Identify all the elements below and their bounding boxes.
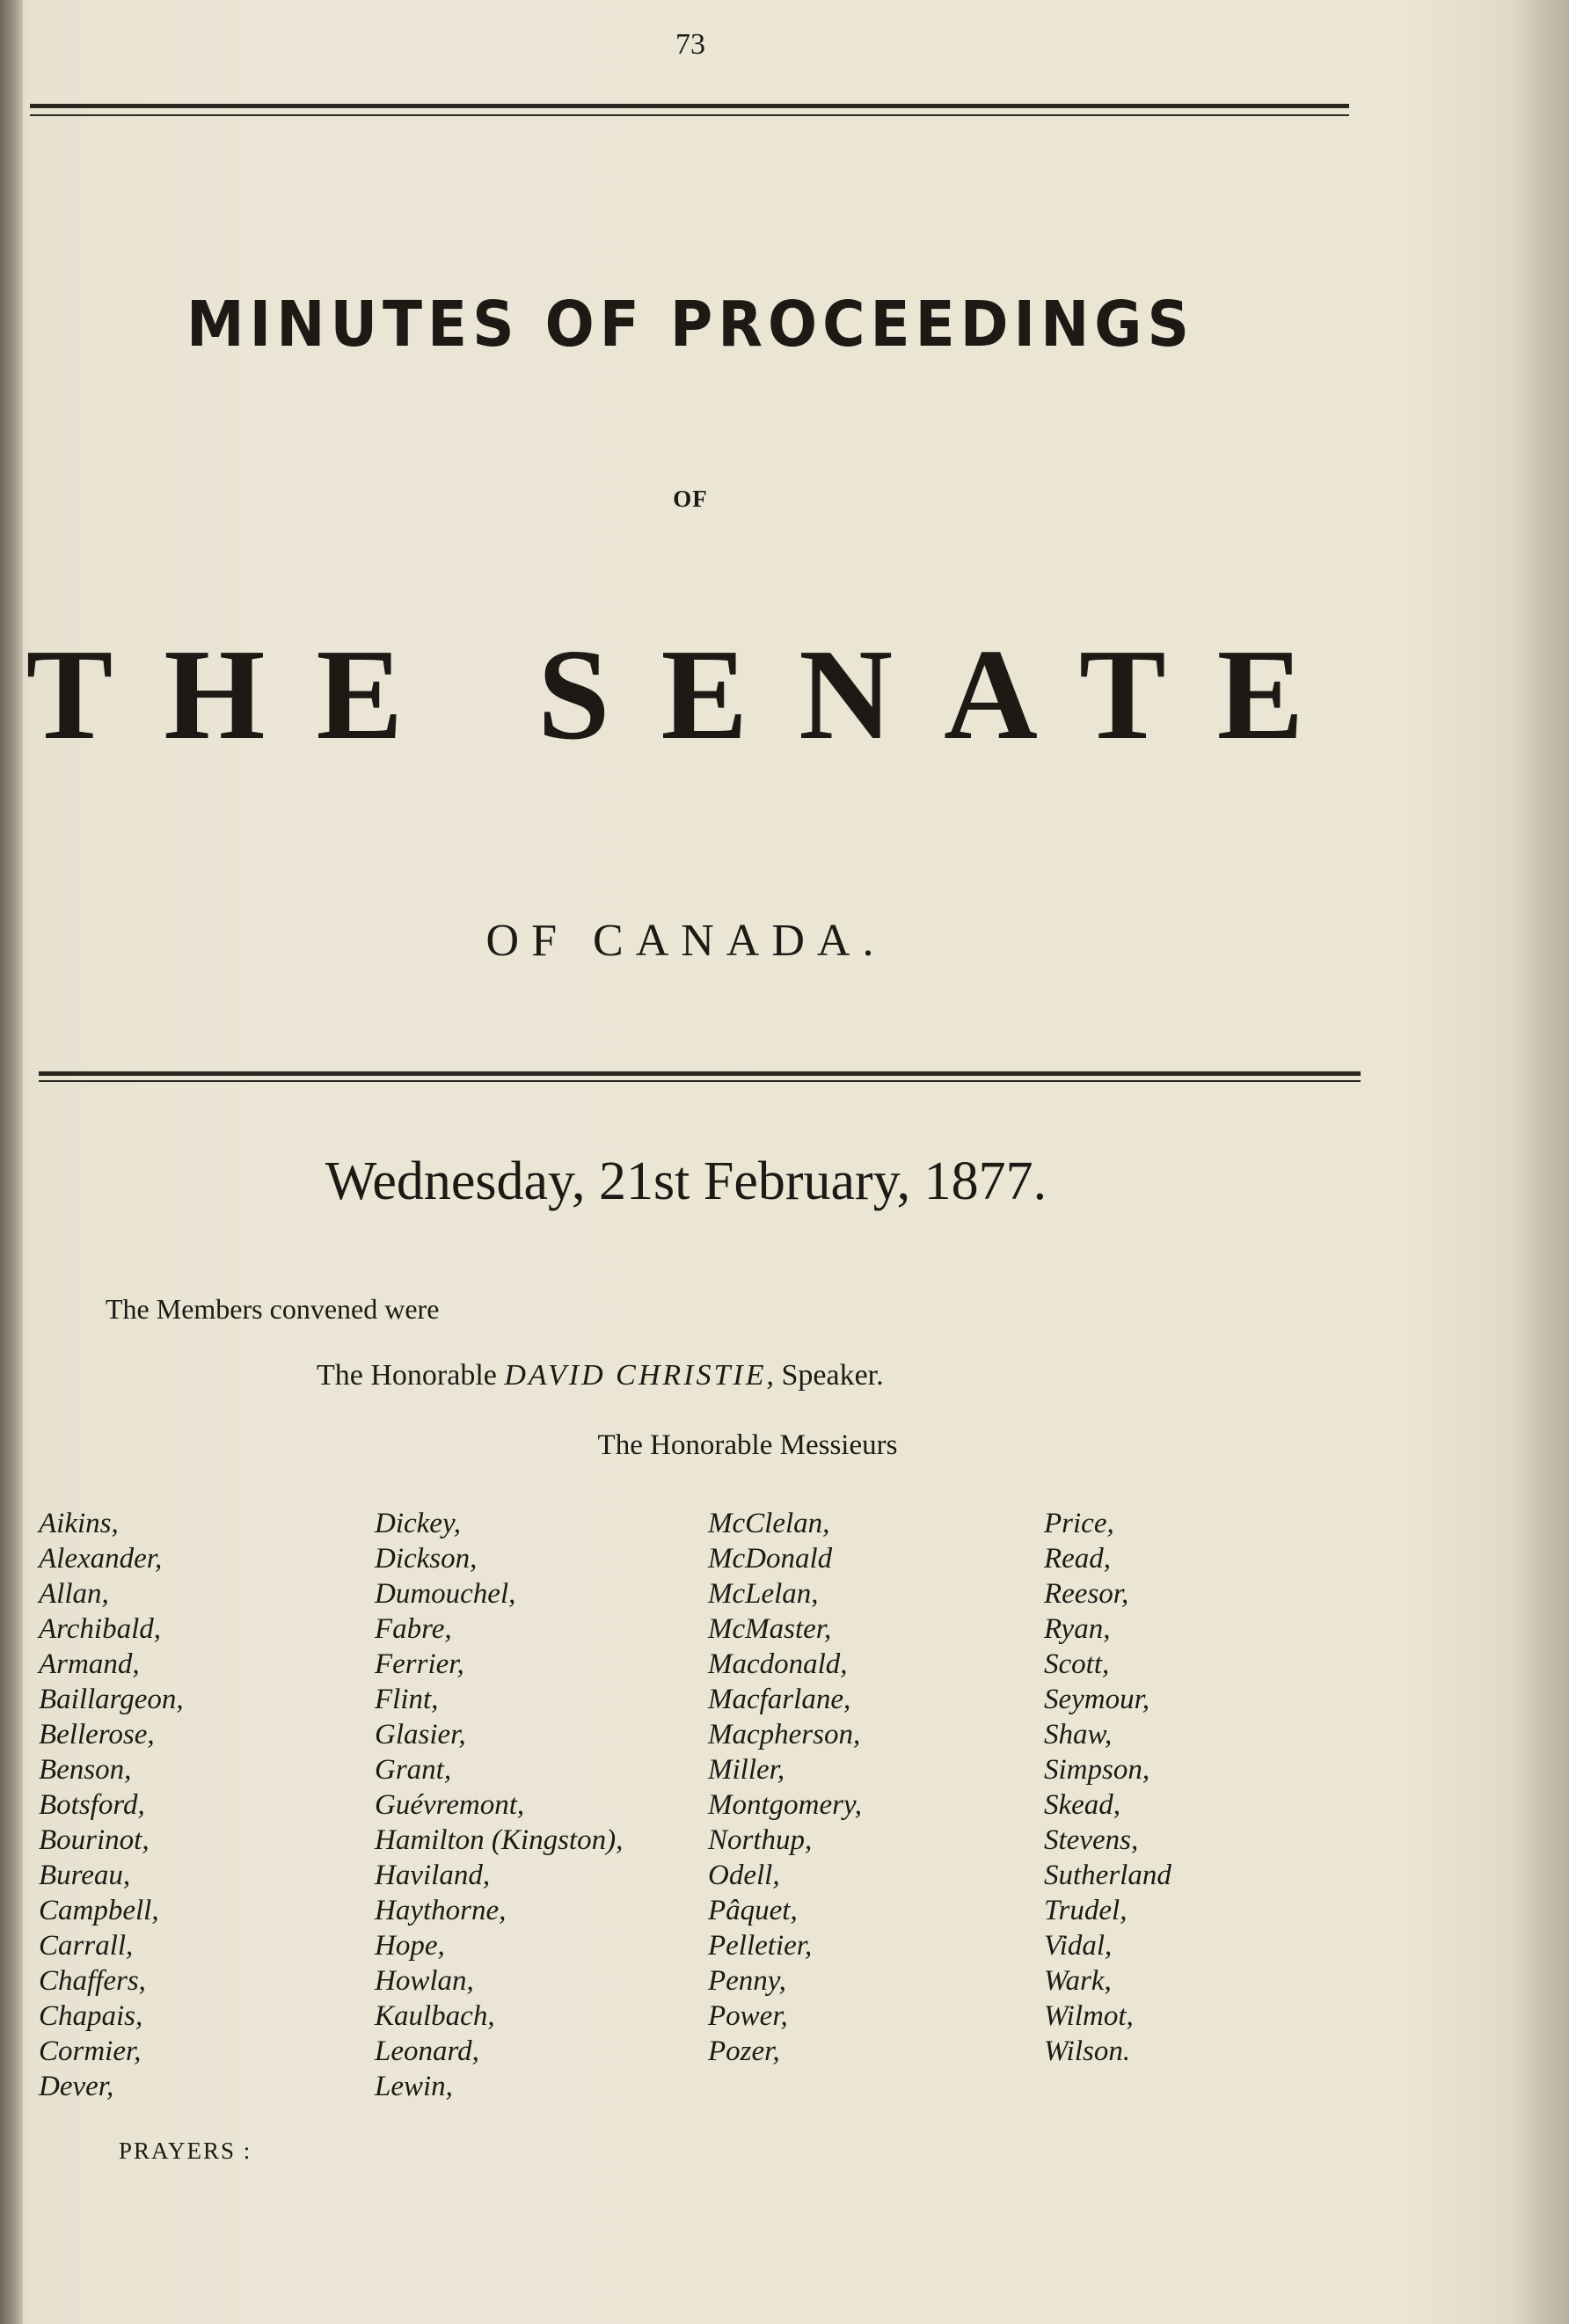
member-name: Sutherland [1044, 1860, 1171, 1891]
member-name: Flint, [375, 1684, 439, 1715]
member-name: Seymour, [1044, 1684, 1150, 1715]
mid-rule-thin [39, 1080, 1361, 1082]
member-name: Vidal, [1044, 1930, 1113, 1962]
title-the-senate: THE SENATE [26, 623, 1355, 767]
member-name: Hope, [375, 1930, 445, 1962]
member-name: Allan, [39, 1578, 109, 1610]
member-name: Carrall, [39, 1930, 134, 1962]
member-name: Northup, [708, 1824, 813, 1856]
title-of-canada: OF CANADA. [485, 916, 887, 966]
member-name: Aikins, [39, 1508, 119, 1539]
members-column-3 [708, 1506, 862, 2069]
member-name: Botsford, [39, 1789, 145, 1821]
mid-rule [39, 1071, 1361, 1076]
title-of: OF [673, 486, 708, 512]
member-name: Kaulbach, [375, 2000, 495, 2032]
member-name: Wilson. [1044, 2035, 1131, 2067]
member-name: Trudel, [1044, 1895, 1127, 1926]
member-name: Hamilton (Kingston), [375, 1824, 624, 1856]
sitting-date: Wednesday, 21st February, 1877. [325, 1151, 1047, 1211]
member-name: Campbell, [39, 1895, 159, 1926]
member-name: Bellerose, [39, 1719, 155, 1750]
member-name: Skead, [1044, 1789, 1121, 1821]
member-name: Fabre, [375, 1613, 452, 1645]
member-name: Odell, [708, 1860, 780, 1891]
member-name: Wark, [1044, 1965, 1112, 1997]
member-name: Dickey, [375, 1508, 462, 1539]
member-name: Grant, [375, 1754, 452, 1786]
member-name: Macdonald, [708, 1648, 848, 1680]
prayers-heading: PRAYERS : [119, 2138, 252, 2164]
speaker-line [317, 1359, 884, 1392]
member-name: Haythorne, [375, 1895, 507, 1926]
member-name: Dumouchel, [375, 1578, 516, 1610]
top-rule [30, 104, 1349, 108]
member-name: Macpherson, [708, 1719, 861, 1750]
messieurs-label: The Honorable Messieurs [597, 1429, 898, 1461]
member-name: Leonard, [375, 2035, 479, 2067]
member-name: McLelan, [708, 1578, 819, 1610]
member-name: Bureau, [39, 1860, 131, 1891]
member-name: Baillargeon, [39, 1684, 184, 1715]
member-name: Macfarlane, [708, 1684, 851, 1715]
member-name: Price, [1044, 1508, 1114, 1539]
member-name: Benson, [39, 1754, 132, 1786]
member-name: Chapais, [39, 2000, 143, 2032]
member-name: Lewin, [375, 2071, 453, 2102]
member-name: Wilmot, [1044, 2000, 1134, 2032]
member-name: Read, [1044, 1543, 1112, 1575]
member-name: Alexander, [39, 1543, 163, 1575]
top-rule-thin [30, 114, 1349, 116]
member-name: Haviland, [375, 1860, 491, 1891]
page-edge [1507, 0, 1569, 2324]
member-name: McDonald [708, 1543, 833, 1575]
member-name: Pozer, [708, 2035, 780, 2067]
member-name: Pâquet, [708, 1895, 798, 1926]
member-name: Dever, [39, 2071, 114, 2102]
member-name: Scott, [1044, 1648, 1110, 1680]
member-name: Miller, [708, 1754, 785, 1786]
member-name: Shaw, [1044, 1719, 1113, 1750]
member-name: Cormier, [39, 2035, 142, 2067]
members-intro: The Members convened were [106, 1293, 440, 1325]
member-name: Bourinot, [39, 1824, 150, 1856]
member-name: McMaster, [708, 1613, 832, 1645]
member-name: Pelletier, [708, 1930, 813, 1962]
member-name: Ferrier, [375, 1648, 464, 1680]
members-column-4 [1044, 1506, 1171, 2069]
member-name: Chaffers, [39, 1965, 146, 1997]
member-name: Montgomery, [708, 1789, 863, 1821]
member-name: Stevens, [1044, 1824, 1139, 1856]
member-name: Glasier, [375, 1719, 466, 1750]
member-name: Reesor, [1044, 1578, 1129, 1610]
page-number: 73 [675, 28, 705, 61]
member-name: Power, [708, 2000, 788, 2032]
member-name: Howlan, [375, 1965, 474, 1997]
members-column-1 [39, 1506, 184, 2104]
speaker-suffix: , Speaker. [766, 1359, 884, 1392]
member-name: Ryan, [1044, 1613, 1111, 1645]
members-column-2 [375, 1506, 623, 2104]
member-name: McClelan, [708, 1508, 830, 1539]
member-name: Archibald, [39, 1613, 162, 1645]
member-name: Armand, [39, 1648, 140, 1680]
member-name: Guévremont, [375, 1789, 525, 1821]
speaker-name: DAVID CHRISTIE [504, 1359, 767, 1392]
title-minutes-of-proceedings: MINUTES OF PROCEEDINGS [186, 287, 1195, 362]
member-name: Simpson, [1044, 1754, 1150, 1786]
member-name: Dickson, [375, 1543, 478, 1575]
member-name: Penny, [708, 1965, 786, 1997]
speaker-prefix: The Honorable [317, 1359, 497, 1392]
